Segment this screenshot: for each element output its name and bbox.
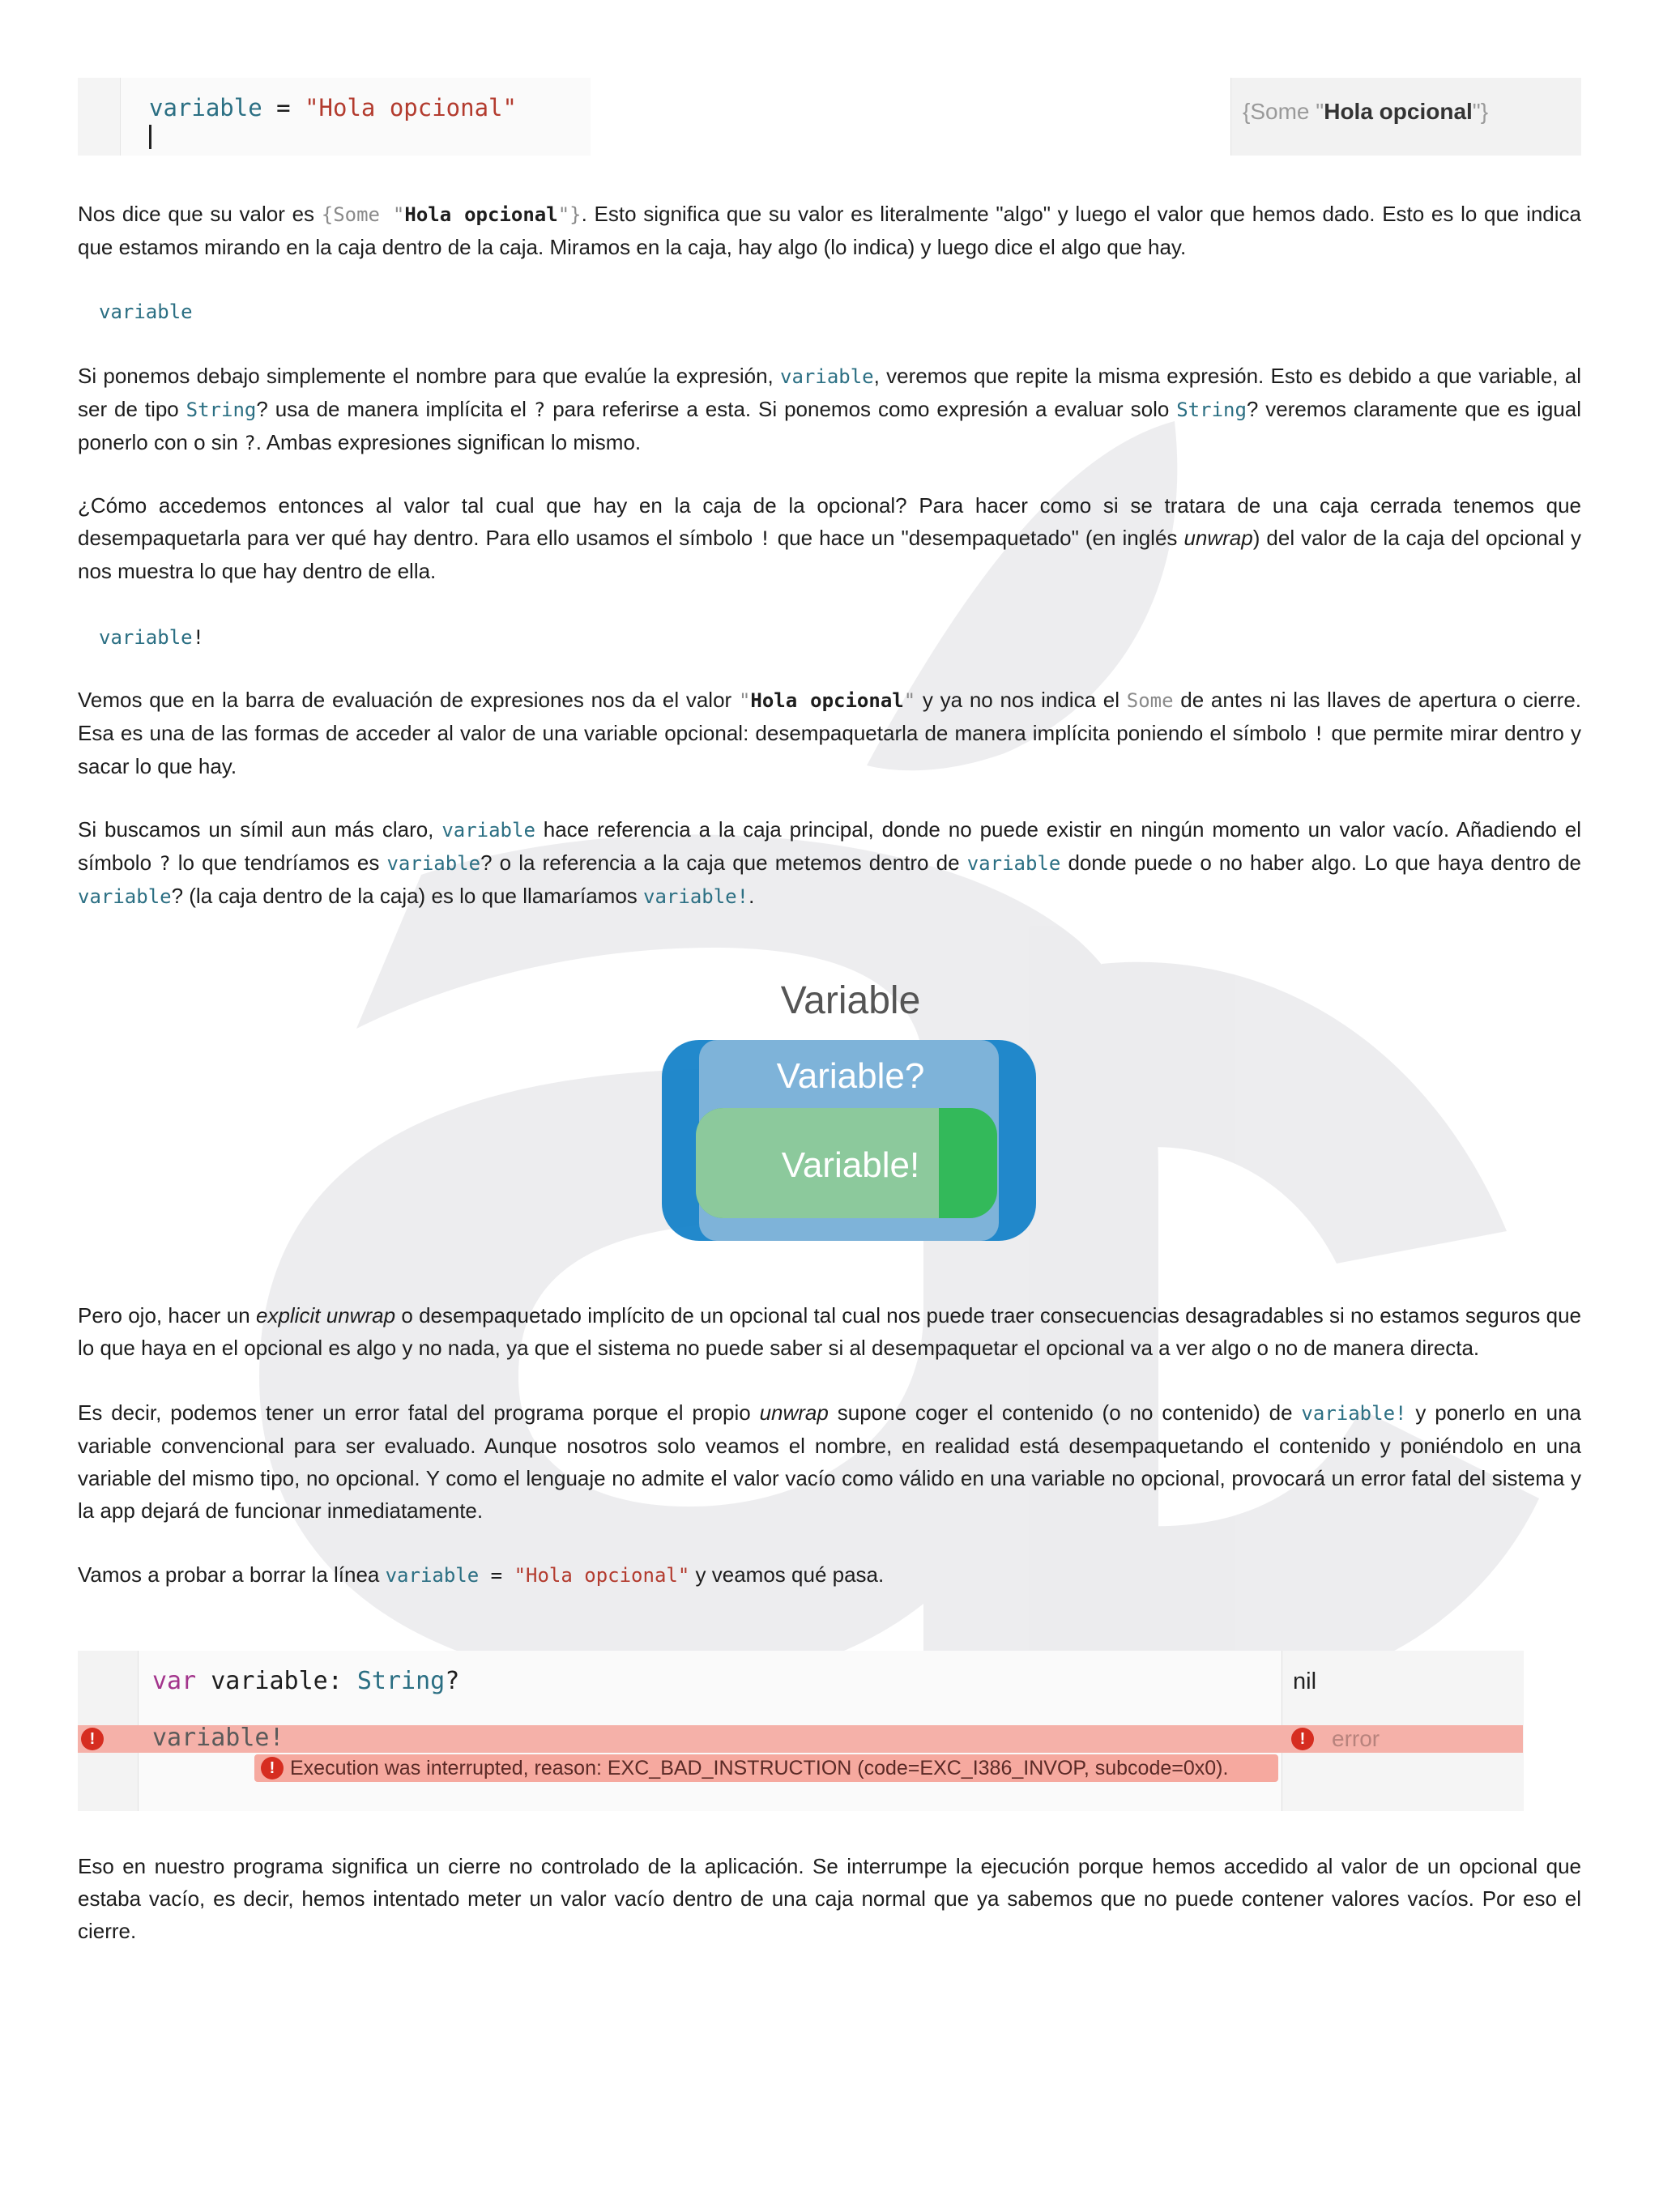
paragraph-2: Si ponemos debajo simplemente el nombre para que evalúe la expresión, variable, veremos que repite la misma expresión. Esto es debido a que variable, al ser de tipo String? usa de manera implícita el ? para referirse a esta. Si ponemos como expresión a evaluar solo String? veremos claramente que es igual ponerlo con o sin ?. Ambas expresiones significan lo mismo. [78,364,1581,454]
paragraph-6: Pero ojo, hacer un explicit unwrap o desempaquetado implícito de un opcional tal cual nos puede traer consecuencias desagradables si no estamos seguros que lo que haya en el opcional es algo y no nada, ya que el sistema no puede saber si al desempaquetar el opcional va a ver algo o no de manera directa. [78,1303,1581,1360]
paragraph-5: Si buscamos un símil aun más claro, variable hace referencia a la caja principal, donde no puede existir en ningún momento un valor vacío. Añadiendo el símbolo ? lo que tendríamos es variable? o la referencia a la caja que metemos dentro de variable donde puede o no haber algo. Lo que haya dentro de variable? (la caja dentro de la caja) es lo que llamaríamos variable!. [78,817,1582,908]
error-message-banner [254,1754,1278,1782]
text-cursor [149,125,151,149]
diagram-label-unwrapped: Variable! [781,1145,920,1185]
paragraph-3: ¿Cómo accedemos entonces al valor tal cual que hay en la caja de la opcional? Para hacer como si se tratara de una caja cerrada tenemos que desempaquetarla para ver qué hay dentro. Para ello usamos el símbolo ! que hace un "desempaquetado" (en inglés unwrap) del valor de la caja del opcional y nos muestra lo que hay dentro de ella. [78,493,1581,583]
result-nil: nil [1293,1669,1317,1694]
playground-screenshot-2 [78,1651,1523,1811]
paragraph-7: Es decir, podemos tener un error fatal del programa porque el propio unwrap supone coger el contenido (o no contenido) de variable! y ponerlo en una variable convencional para ser evaluado. Aunque nosotros solo veamos el nombre, en realidad está desempaquetando el contenido y poniéndolo en una variable del mismo tipo, no opcional. Y como el lenguaje no admite el valor vacío como válido en una variable no opcional, provocará un error fatal del sistema y la app dejará de funcionar inmediatamente. [78,1400,1581,1523]
code-sample-unwrap: variable! [99,626,205,649]
error-message-text: Execution was interrupted, reason: EXC_BAD_INSTRUCTION (code=EXC_I386_INVOP, subcode=0x0). [290,1757,1229,1779]
paragraph-4: Vemos que en la barra de evaluación de expresiones nos da el valor "Hola opcional" y ya no nos indica el Some de antes ni las llaves de apertura o cierre. Esa es una de las formas de acceder al valor de una variable opcional: desempaquetarla de manera implícita poniendo el símbolo ! que permite mirar dentro y sacar lo que hay. [78,688,1582,778]
diagram-label-variable: Variable [780,979,921,1022]
paragraph-9: Eso en nuestro programa significa un cierre no controlado de la aplicación. Se interrumpe la ejecución porque hemos accedido al valor de un opcional que estaba vacío, es decir, hemos intentado meter un valor vacío dentro de una caja normal que ya sabemos que no puede contener valores vacíos. Por eso el cierre. [78,1854,1581,1943]
result-error: error [1332,1726,1380,1751]
code-line-assignment: variable = "Hola opcional" [149,94,517,121]
code-line-declaration: var variable: String? [152,1667,460,1695]
code-line-unwrap: variable! [152,1724,284,1752]
code-sample-variable: variable [99,300,193,323]
editor-gutter [78,78,121,156]
results-sidebar [1230,78,1581,156]
nested-boxes-diagram [660,978,1041,1246]
result-value: {Some "Hola opcional"} [1243,99,1489,124]
paragraph-8: Vamos a probar a borrar la línea variable = "Hola opcional" y veamos qué pasa. [78,1562,885,1587]
error-message-icon: ! [261,1757,284,1779]
paragraph-1: Nos dice que su valor es {Some "Hola opcional"}. Esto significa que su valor es literalmente "algo" y luego el valor que hemos dado. Esto es lo que indica que estamos mirando en la caja dentro de la caja. Miramos en la caja, hay algo (lo indica) y luego dice el algo que hay. [78,202,1581,259]
result-error-icon: ! [1291,1728,1314,1750]
diagram-label-optional: Variable? [776,1056,925,1096]
playground-screenshot-1 [78,78,1581,156]
error-icon: ! [81,1728,104,1750]
